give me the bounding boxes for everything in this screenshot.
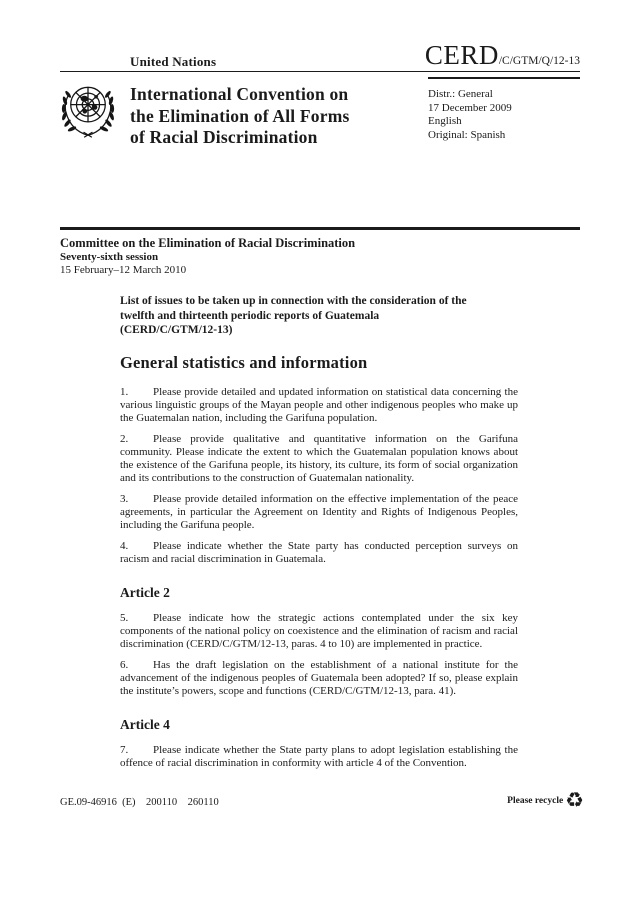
document-title-line: List of issues to be taken up in connection with the consideration of the [120, 295, 467, 307]
section-heading-article-4: Article 4 [120, 717, 170, 732]
document-symbol [425, 42, 580, 69]
symbol-rule [428, 77, 580, 79]
document-symbol-main: CERD [424, 40, 499, 70]
document-title [120, 294, 500, 338]
paragraph-5 [120, 612, 518, 651]
paragraph-text: Please provide qualitative and quantitative information on the Garifuna community. Please indicate the extent to which the Guatemalan population knows about the existence of the Garifuna people, its history, its culture, its form of social organization and its contributions to the construction of Guatemalan nationality. [120, 433, 518, 484]
section-rule [60, 227, 580, 230]
paragraph-7 [120, 744, 518, 770]
date-line: 17 December 2009 [428, 101, 512, 114]
paragraph-2 [120, 433, 518, 485]
original-language-line: Original: Spanish [428, 128, 506, 141]
paragraph-text: Has the draft legislation on the establishment of a national institute for the advancement of the indigenous peoples of Guatemala been adopted? If so, please explain the institute’s powers, scope and functions (CERD/C/GTM/12-13, para. 41). [120, 659, 518, 697]
org-name: United Nations [130, 54, 217, 69]
paragraph-4 [120, 540, 518, 566]
paragraph-number: 4. [120, 540, 129, 552]
paragraph-number: 6. [120, 659, 129, 671]
convention-title-line: of Racial Discrimination [130, 127, 318, 147]
section-heading-article-2: Article 2 [120, 585, 170, 600]
document-title-line: (CERD/C/GTM/12-13) [120, 324, 233, 336]
convention-title-line: International Convention on [130, 84, 349, 104]
paragraph-number: 3. [120, 493, 129, 505]
paragraph-6 [120, 659, 518, 698]
header-rule [60, 71, 580, 72]
paragraph-1 [120, 386, 518, 425]
paragraph-text: Please indicate whether the State party plans to adopt legislation establishing the offence of racial discrimination in conformity with article 4 of the Convention. [120, 744, 518, 769]
paragraph-3 [120, 493, 518, 532]
distr-line: Distr.: General [428, 88, 493, 100]
paragraph-text: Please provide detailed and updated information on statistical data concerning the various linguistic groups of the Mayan people and other indigenous peoples who make up the Guatemalan nation, including the Garifuna population. [120, 386, 518, 424]
paragraph-number: 5. [120, 612, 129, 624]
section-heading-general-statistics: General statistics and information [120, 353, 368, 372]
distribution-block [428, 88, 512, 142]
paragraph-text: Please indicate whether the State party has conducted perception surveys on racism and racial discrimination in Guatemala. [120, 540, 518, 565]
paragraph-text: Please provide detailed information on the effective implementation of the peace agreements, in particular the Agreement on Identity and Rights of Indigenous Peoples, including the Garifuna people. [120, 493, 518, 531]
footer-recycle [507, 790, 584, 811]
committee-block [60, 236, 355, 277]
convention-title-line: the Elimination of All Forms [130, 105, 350, 126]
committee-name: Committee on the Elimination of Racial Discrimination [60, 236, 356, 250]
convention-title [130, 84, 350, 149]
language-line: English [428, 115, 462, 127]
footer-reference: GE.09-46916 (E) 200110 260110 [60, 797, 219, 808]
paragraph-text: Please indicate how the strategic actions contemplated under the six key components of the national policy on coexistence and the elimination of racism and racial discrimination (CERD/C/GTM/12-13, paras. 4 to 10) are implemented in practice. [120, 612, 518, 650]
recycle-label: Please recycle [507, 795, 564, 806]
session-dates: 15 February–12 March 2010 [60, 264, 187, 276]
document-symbol-suffix: /C/GTM/Q/12-13 [498, 55, 580, 67]
session-title: Seventy-sixth session [60, 251, 159, 263]
document-title-line: twelfth and thirteenth periodic reports of Guatemala [120, 309, 380, 322]
paragraph-number: 2. [120, 433, 129, 445]
document-body [120, 353, 518, 778]
recycle-icon: ♻ [565, 788, 584, 812]
paragraph-number: 1. [120, 386, 129, 398]
paragraph-number: 7. [120, 744, 129, 756]
un-emblem-icon [56, 79, 120, 143]
